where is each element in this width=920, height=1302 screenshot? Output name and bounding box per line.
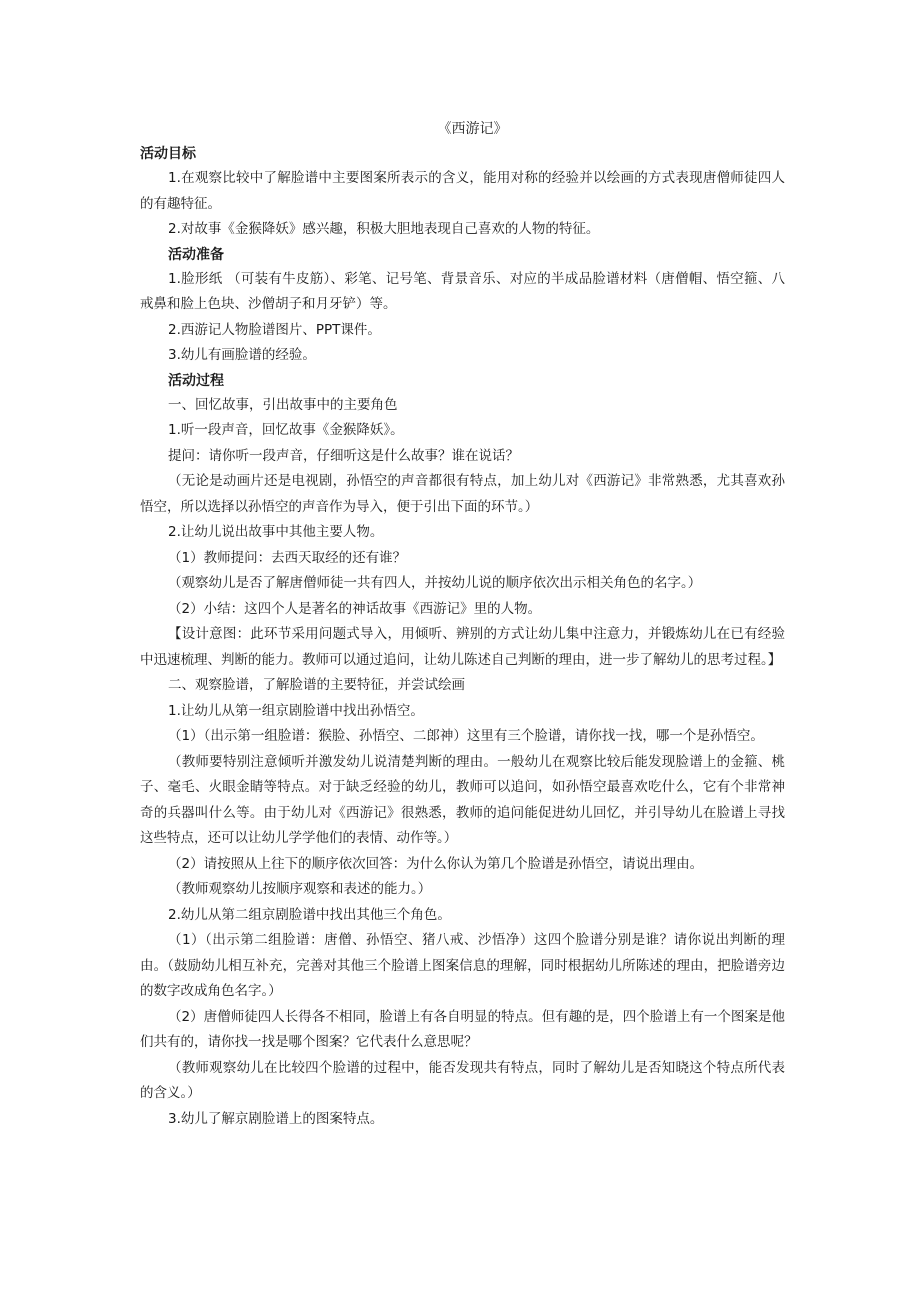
paragraph: 二、观察脸谱，了解脸谱的主要特征，并尝试绘画 (168, 677, 465, 693)
document-body (140, 142, 785, 1132)
paragraph: 1.让幼儿从第一组京剧脸谱中找出孙悟空。 (168, 702, 424, 719)
paragraph: 2.西游记人物脸谱图片、PPT课件。 (168, 321, 381, 338)
paragraph: （2）小结：这四个人是著名的神话故事《西游记》里的人物。 (168, 600, 542, 617)
section-heading: 活动准备 (168, 246, 224, 263)
paragraph: （教师观察幼儿按顺序观察和表述的能力。） (168, 881, 432, 897)
paragraph: （1）（出示第二组脸谱：唐僧、孙悟空、猪八戒、沙悟净）这四个脸谱分别是谁？请你说出判断的理由。（鼓励幼儿相互补充，完善对其他三个脸谱上图案信息的理解，同时根据幼儿所陈述的理由，把脸谱旁边的数字改成角色名字。） (140, 932, 785, 999)
paragraph: 3.幼儿有画脸谱的经验。 (168, 347, 316, 363)
paragraph: 提问：请你听一段声音，仔细听这是什么故事？谁在说话？ (168, 447, 519, 464)
section-heading: 活动目标 (140, 146, 196, 162)
paragraph: （观察幼儿是否了解唐僧师徒一共有四人，并按幼儿说的顺序依次出示相关角色的名字。） (168, 575, 702, 591)
document-page (140, 118, 785, 1132)
paragraph: 3.幼儿了解京剧脸谱上的图案特点。 (168, 1110, 384, 1127)
paragraph: 1.脸形纸 （可装有牛皮筋）、彩笔、记号笔、背景音乐、对应的半成品脸谱材料（唐僧帽、悟空箍、八戒鼻和脸上色块、沙僧胡子和月牙铲）等。 (140, 270, 785, 312)
paragraph: （2）唐僧师徒四人长得各不相同，脸谱上有各自明显的特点。但有趣的是，四个脸谱上有一个图案是他们共有的，请你找一找是哪个图案？它代表什么意思呢？ (140, 1008, 785, 1050)
paragraph: （教师要特别注意倾听并激发幼儿说清楚判断的理由。一般幼儿在观察比较后能发现脸谱上的金箍、桃子、毫毛、火眼金睛等特点。对于缺乏经验的幼儿，教师可以追问，如孙悟空最喜欢吃什么，它有个非常神奇的兵器叫什么等。由于幼儿对《西游记》很熟悉，教师的追问能促进幼儿回忆，并引导幼儿在脸谱上寻找这些特点，还可以让幼儿学学他们的表情、动作等。） (140, 753, 785, 846)
paragraph: 2.幼儿从第二组京剧脸谱中找出其他三个角色。 (168, 906, 451, 923)
paragraph: 1.听一段声音，回忆故事《金猴降妖》。 (168, 422, 404, 438)
document-title: 《西游记》 (437, 121, 508, 137)
paragraph: 1.在观察比较中了解脸谱中主要图案所表示的含义，能用对称的经验并以绘画的方式表现唐僧师徒四人的有趣特征。 (140, 170, 785, 212)
paragraph: （1）（出示第一组脸谱：猴脸、孙悟空、二郎神）这里有三个脸谱，请你找一找，哪一个是孙悟空。 (168, 728, 764, 744)
section-heading: 活动过程 (168, 372, 224, 389)
paragraph: （2）请按照从上往下的顺序依次回答：为什么你认为第几个脸谱是孙悟空，请说出理由。 (168, 855, 704, 872)
paragraph: 【设计意图：此环节采用问题式导入，用倾听、辨别的方式让幼儿集中注意力，并锻炼幼儿在已有经验中迅速梳理、判断的能力。教师可以通过追问，让幼儿陈述自己判断的理由，进一步了解幼儿的思考过程。】 (140, 626, 785, 668)
paragraph: （无论是动画片还是电视剧，孙悟空的声音都很有特点，加上幼儿对《西游记》非常熟悉，尤其喜欢孙悟空，所以选择以孙悟空的声音作为导入，便于引出下面的环节。） (140, 473, 785, 515)
paragraph: 2.让幼儿说出故事中其他主要人物。 (168, 524, 384, 540)
paragraph: （1）教师提问：去西天取经的还有谁？ (168, 549, 407, 566)
paragraph: 一、回忆故事，引出故事中的主要角色 (168, 396, 398, 413)
paragraph: 2.对故事《金猴降妖》感兴趣，积极大胆地表现自己喜欢的人物的特征。 (168, 221, 600, 237)
paragraph: （教师观察幼儿在比较四个脸谱的过程中，能否发现共有特点，同时了解幼儿是否知晓这个特点所代表的含义。） (140, 1059, 785, 1101)
